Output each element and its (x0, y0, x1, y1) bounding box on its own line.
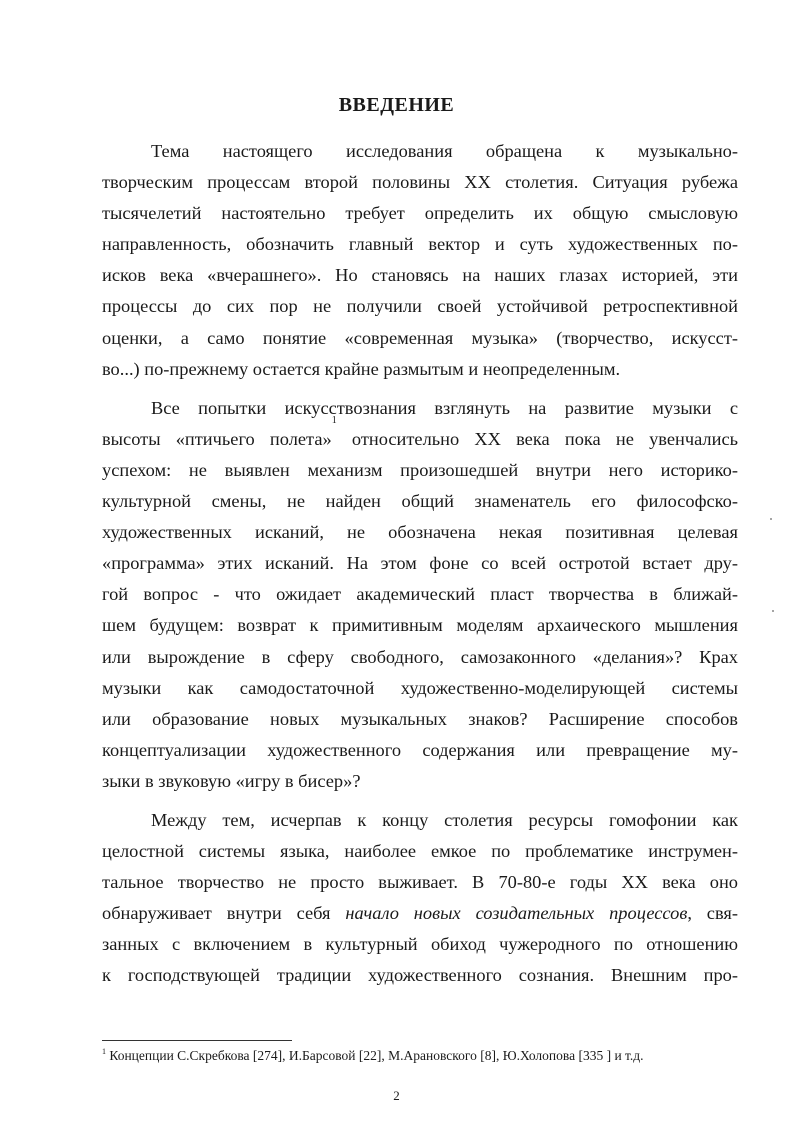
scan-speck (770, 518, 772, 520)
footnote-reference[interactable]: 1 (331, 414, 337, 426)
page-number: 2 (393, 1088, 400, 1103)
text-line: Тема настоящего исследования обращена к музыкально- (151, 141, 738, 161)
footnote-text: Концепции С.Скребкова [274], И.Барсовой [22], М.Арановского [8], Ю.Холопова [335 ] и т.д. (106, 1048, 644, 1063)
footnote-marker: 1 (102, 1047, 106, 1056)
text-segment: высоты «птичьего полета» (102, 428, 332, 449)
text-line: культурной смены, не найден общий знаменатель его философско- (102, 491, 738, 512)
paragraph-2 (102, 393, 738, 797)
text-line: художественных исканий, не обозначена некая позитивная целевая (102, 522, 738, 543)
footnote-divider (102, 1040, 292, 1041)
text-segment: обнаруживает внутри себя (102, 903, 346, 924)
text-segment: относительно XX века пока не увенчались (336, 428, 739, 449)
paragraph-3 (102, 805, 738, 992)
scan-speck (772, 610, 774, 612)
text-line: творческим процессам второй половины XX столетия. Ситуация рубежа (102, 172, 738, 193)
text-line: успехом: не выявлен механизм произошедшей внутри него историко- (102, 459, 738, 480)
text-line: или вырождение в сферу свободного, самозаконного «делания»? Крах (102, 646, 738, 667)
text-line: Между тем, исчерпав к концу столетия ресурсы гомофонии как (151, 809, 738, 830)
text-line: во...) по-прежнему остается крайне размытым и неопределенным. (102, 358, 621, 379)
paragraph-1 (102, 136, 738, 385)
text-line: оценки, а само понятие «современная музыка» (творчество, искусст- (102, 327, 738, 348)
text-segment: , свя- (687, 903, 738, 924)
text-line: к господствующей традиции художественного сознания. Внешним про- (102, 965, 738, 986)
text-line: шем будущем: возврат к примитивным моделям архаического мышления (102, 615, 738, 636)
body-text (102, 136, 738, 992)
text-line: процессы до сих пор не получили своей устойчивой ретроспективной (102, 296, 738, 317)
text-line: исков века «вчерашнего». Но становясь на наших глазах историей, эти (102, 265, 738, 286)
footnote (102, 1048, 644, 1064)
text-line-with-italic (102, 898, 738, 929)
text-line: тысячелетий настоятельно требует определить их общую смысловую (102, 203, 738, 224)
text-line: целостной системы языка, наиболее емкое по проблематике инструмен- (102, 841, 738, 862)
text-line: музыки как самодостаточной художественно-моделирующей системы (102, 677, 738, 698)
text-line: Все попытки искусствознания взглянуть на развитие музыки с (151, 397, 738, 418)
text-line: гой вопрос - что ожидает академический пласт творчества в ближай- (102, 584, 738, 605)
text-line-with-footnote-ref (102, 414, 739, 455)
text-line: занных с включением в культурный обиход чужеродного по отношению (102, 934, 738, 955)
text-line: направленность, обозначить главный вектор и суть художественных по- (102, 234, 738, 255)
text-line: тальное творчество не просто выживает. В 70-80-е годы XX века оно (102, 872, 738, 893)
text-line: «программа» этих исканий. На этом фоне со всей остротой встает дру- (102, 553, 738, 574)
italic-emphasis: начало новых созидательных процессов (345, 903, 688, 924)
text-line: или образование новых музыкальных знаков? Расширение способов (102, 708, 738, 729)
text-line: концептуализации художественного содержания или превращение му- (102, 739, 738, 760)
text-line: зыки в звуковую «игру в бисер»? (102, 770, 361, 791)
page-title: ВВЕДЕНИЕ (338, 94, 455, 116)
